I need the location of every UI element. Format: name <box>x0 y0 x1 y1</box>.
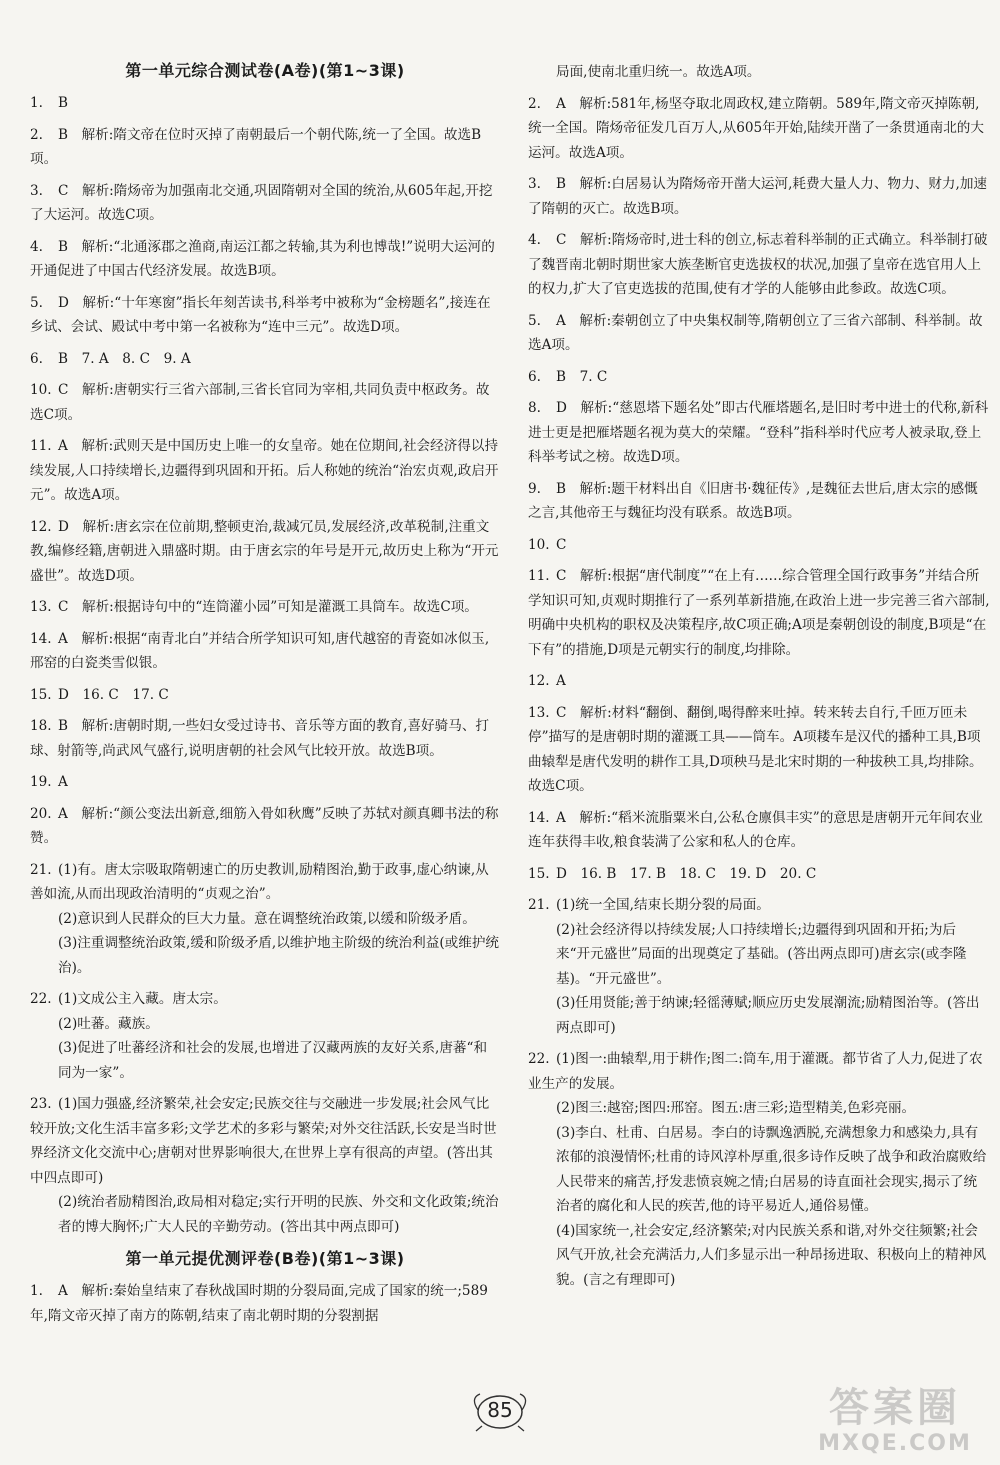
watermark-url: MXQE.COM <box>818 1431 972 1456</box>
section-a-title: 第一单元综合测试卷(A卷)(第1~3课) <box>125 61 405 80</box>
answer-text: A 解析:秦始皇结束了春秋战国时期的分裂局面,完成了国家的统一;589年,隋文帝灭掉了南方的陈朝,结束了南北朝时期的分裂割据 <box>30 1283 488 1324</box>
answer-subpart: (2)统治者励精图治,政局相对稳定;实行开明的民族、外交和文化政策;统治者的博大胸怀;广大人民的辛勤劳动。(答出其中两点即可) <box>58 1194 499 1235</box>
answer-number: 1. <box>30 1283 43 1299</box>
section-b-title: 第一单元提优测评卷(B卷)(第1~3课) <box>125 1249 405 1268</box>
answer-item <box>528 893 990 1040</box>
answer-number: 22. <box>30 991 52 1007</box>
answer-item <box>528 396 990 470</box>
answer-text: C 解析:唐朝实行三省六部制,三省长官同为宰相,共同负责中枢政务。故选C项。 <box>30 382 490 423</box>
answer-item <box>30 179 500 228</box>
answer-subpart: (2)吐蕃。藏族。 <box>58 1015 159 1032</box>
answer-text: A 解析:581年,杨坚夺取北周政权,建立隋朝。589年,隋文帝灭掉陈朝,统一全国。隋炀帝征发几百万人,从605年开始,陆续开凿了一条贯通南北的大运河。故选A项。 <box>528 95 984 161</box>
answer-item <box>528 60 990 85</box>
answer-item <box>30 770 500 795</box>
answer-item <box>30 627 500 676</box>
section-b-answers <box>30 1279 500 1328</box>
answer-item <box>30 1092 500 1239</box>
answer-text: A 解析:秦朝创立了中央集权制等,隋朝创立了三省六部制、科举制。故选A项。 <box>528 312 983 353</box>
answer-number: 2. <box>30 126 43 143</box>
answer-number: 3. <box>528 176 541 192</box>
answer-text: C 解析:隋炀帝时,进士科的创立,标志着科举制的正式确立。科举制打破了魏晋南北朝时期世家大族垄断官吏选拔权的状况,加强了皇帝在选官用人上的权力,扩大了官吏选拔的范围,使有才学的人能够由此参政。故选C项。 <box>528 232 988 297</box>
answer-item <box>30 802 500 851</box>
answer-text: C 解析:根据诗句中的“连筒灌小园”可知是灌溉工具筒车。故选C项。 <box>58 599 478 615</box>
answer-item <box>528 533 990 558</box>
answer-text: D 16. C 17. C <box>58 686 169 703</box>
answer-number: 3. <box>30 182 43 199</box>
answer-text: A <box>556 673 566 689</box>
answer-text: B <box>58 95 68 111</box>
answer-subpart: (3)注重调整统治政策,缓和阶级矛盾,以维护地主阶级的统治利益(或维护统治)。 <box>58 935 500 976</box>
answer-number: 15. <box>30 686 52 703</box>
answer-text: B 解析:隋文帝在位时灭掉了南朝最后一个朝代陈,统一了全国。故选B项。 <box>30 126 482 167</box>
answer-number: 4. <box>528 232 541 248</box>
answer-text: B 解析:题干材料出自《旧唐书·魏征传》,是魏征去世后,唐太宗的感慨之言,其他帝王与魏征均没有联系。故选B项。 <box>528 480 978 521</box>
answer-item <box>528 365 990 390</box>
answer-item <box>30 1279 500 1328</box>
answer-text: A 解析:武则天是中国历史上唯一的女皇帝。她在位期间,社会经济得以持续发展,人口持续增长,边疆得到巩固和开拓。后人称她的统治“治宏贞观,政启开元”。故选A项。 <box>30 438 499 503</box>
answer-item <box>30 378 500 427</box>
answer-number: 12. <box>528 673 550 689</box>
answer-item <box>528 1047 990 1292</box>
section-b-answers-continued <box>528 60 990 1292</box>
answer-number: 10. <box>528 536 550 553</box>
answer-text: B 解析:唐朝时期,一些妇女受过诗书、音乐等方面的教育,喜好骑马、打球、射箭等,尚武风气盛行,说明唐朝的社会风气比较开放。故选B项。 <box>30 718 490 759</box>
answer-text: (1)文成公主入藏。唐太宗。 <box>58 991 227 1007</box>
answer-item <box>528 228 990 302</box>
answer-subpart: (3)李白、杜甫、白居易。李白的诗飘逸洒脱,充满想象力和感染力,具有浓郁的浪漫情怀;杜甫的诗风淳朴厚重,很多诗作反映了战争和政治腐败给人民带来的痛苦,抒发悲愤哀婉之情;白居易的诗直面社会现实,揭示了统治者的腐化和人民的疾苦,他的诗平易近人,通俗易懂。 <box>556 1124 987 1214</box>
answer-subpart: (2)社会经济得以持续发展;人口持续增长;边疆得到巩固和开拓;为后来“开元盛世”局面的出现奠定了基础。(答出两点即可)唐玄宗(或李隆基)。“开元盛世”。 <box>556 921 967 987</box>
answer-item <box>528 92 990 166</box>
answer-number: 22. <box>528 1051 550 1067</box>
watermark <box>800 1385 990 1460</box>
answer-text: B 7. C <box>556 368 608 385</box>
answer-text: A 解析:“颜公变法出新意,细筋入骨如秋鹰”反映了苏轼对颜真卿书法的称赞。 <box>30 805 499 846</box>
answer-number: 6. <box>528 368 541 385</box>
answer-number: 14. <box>528 809 550 826</box>
section-a-answers <box>30 91 500 1239</box>
answer-number: 13. <box>528 704 550 721</box>
answer-item <box>30 123 500 172</box>
answer-subpart: (3)任用贤能;善于纳谏;轻徭薄赋;顺应历史发展潮流;励精图治等。(答出两点即可) <box>556 995 980 1036</box>
page-number-text: 85 <box>487 1398 513 1422</box>
left-column <box>30 58 500 1335</box>
answer-item <box>30 714 500 763</box>
answer-number: 9. <box>528 480 541 497</box>
answer-text: B 7. A 8. C 9. A <box>58 350 191 367</box>
answer-number: 23. <box>30 1096 52 1112</box>
answer-number: 21. <box>30 861 52 878</box>
answer-subpart: (2)意识到人民群众的巨大力量。意在调整统治政策,以缓和阶级矛盾。 <box>58 910 476 927</box>
answer-text: D 解析:唐玄宗在位前期,整顿吏治,裁减冗员,发展经济,改革税制,注重文教,编修经籍,唐朝进入鼎盛时期。由于唐玄宗的年号是开元,故历史上称为“开元盛世”。故选D项。 <box>30 518 499 584</box>
right-column <box>528 60 990 1299</box>
answer-number: 20. <box>30 805 52 822</box>
answer-item <box>528 701 990 799</box>
answer-item <box>30 235 500 284</box>
answer-text: D 16. B 17. B 18. C 19. D 20. C <box>556 865 817 882</box>
answer-item <box>30 347 500 372</box>
answer-number: 12. <box>30 518 52 535</box>
answer-number: 5. <box>528 312 541 329</box>
answer-item <box>528 806 990 855</box>
answer-item <box>30 434 500 508</box>
answer-number: 18. <box>30 718 52 734</box>
answer-text: B 解析:“北通涿郡之渔商,南运江都之转输,其为利也博哉!”说明大运河的开通促进了中国古代经济发展。故选B项。 <box>30 238 495 279</box>
answer-text: C 解析:隋炀帝为加强南北交通,巩固隋朝对全国的统治,从605年起,开挖了大运河。故选C项。 <box>30 182 493 223</box>
answer-item <box>528 172 990 221</box>
answer-number: 19. <box>30 774 52 790</box>
answer-subpart: (3)促进了吐蕃经济和社会的发展,也增进了汉藏两族的友好关系,唐蕃“和同为一家”。 <box>58 1040 488 1081</box>
answer-text: B 解析:白居易认为隋炀帝开凿大运河,耗费大量人力、物力、财力,加速了隋朝的灭亡。故选B项。 <box>528 176 988 217</box>
answer-text: A 解析:“稻米流脂粟米白,公私仓廪俱丰实”的意思是唐朝开元年间农业连年获得丰收,粮食装满了公家和私人的仓库。 <box>528 809 983 850</box>
answer-number: 13. <box>30 599 52 615</box>
answer-item <box>30 291 500 340</box>
answer-item <box>30 595 500 620</box>
answer-item <box>30 515 500 589</box>
answer-number: 14. <box>30 630 52 647</box>
answer-text: D 解析:“十年寒窗”指长年刻苦读书,科举考中被称为“金榜题名”,接连在乡试、会试、殿试中考中第一名被称为“连中三元”。故选D项。 <box>30 294 491 335</box>
answer-text: C 解析:根据“唐代制度”“在上有……综合管理全国行政事务”并结合所学知识可知,贞观时期推行了一系列革新措施,在政治上进一步完善三省六部制,明确中央机构的职权及决策程序,故C项正确;A项是秦朝创设的制度,B项是“在下有”的措施,D项是元朝实行的制度,均排除。 <box>528 568 990 658</box>
answer-text: (1)图一:曲辕犁,用于耕作;图二:筒车,用于灌溉。都节省了人力,促进了农业生产的发展。 <box>528 1051 983 1092</box>
answer-number: 21. <box>528 897 550 913</box>
answer-subpart: (2)图三:越窑;图四:邢窑。图五:唐三彩;造型精美,色彩亮丽。 <box>556 1100 916 1116</box>
answer-text: C <box>556 536 567 553</box>
answer-item <box>30 91 500 116</box>
answer-text: (1)有。唐太宗吸取隋朝速亡的历史教训,励精图治,勤于政事,虚心纳谏,从善如流,从而出现政治清明的“贞观之治”。 <box>30 861 489 902</box>
answer-item <box>30 987 500 1085</box>
answer-text: (1)统一全国,结束长期分裂的局面。 <box>556 897 770 913</box>
answer-item <box>528 669 990 694</box>
answer-number: 5. <box>30 294 43 311</box>
answer-number: 1. <box>30 95 43 111</box>
answer-text: 局面,使南北重归统一。故选A项。 <box>556 64 761 80</box>
answer-text: A 解析:根据“南青北白”并结合所学知识可知,唐代越窑的青瓷如冰似玉,邢窑的白瓷类雪似银。 <box>30 630 490 671</box>
answer-subpart: (4)国家统一,社会安定,经济繁荣;对内民族关系和谐,对外交往频繁;社会风气开放,社会充满活力,人们多显示出一种昂扬进取、积极向上的精神风貌。(言之有理即可) <box>556 1222 987 1288</box>
answer-item <box>30 683 500 708</box>
answer-text: A <box>58 774 68 790</box>
answer-item <box>528 477 990 526</box>
answer-number: 8. <box>528 400 541 416</box>
answer-item <box>528 309 990 358</box>
answer-number: 11. <box>30 438 52 454</box>
answer-number: 4. <box>30 238 43 255</box>
answer-number: 10. <box>30 382 52 398</box>
answer-text: D 解析:“慈恩塔下题名处”即古代雁塔题名,是旧时考中进士的代称,新科进士更是把雁塔题名视为莫大的荣耀。“登科”指科举时代应考人被录取,登上科举考试之榜。故选D项。 <box>528 400 989 465</box>
answer-item <box>30 858 500 981</box>
answer-item <box>528 564 990 662</box>
watermark-logo: 答案圈 <box>829 1385 961 1431</box>
answer-number: 2. <box>528 95 541 112</box>
answer-number: 6. <box>30 350 43 367</box>
answer-text: (1)国力强盛,经济繁荣,社会安定;民族交往与交融进一步发展;社会风气比较开放;文化生活丰富多彩;文学艺术的多彩与繁荣;对外交往活跃,长安是当时世界经济文化交流中心;唐朝对世界影响很大,在世界上享有很高的声望。(答出其中四点即可) <box>30 1096 497 1186</box>
answer-number: 11. <box>528 568 550 584</box>
answer-text: C 解析:材料“翻倒、翻倒,喝得醉来吐掉。转来转去自行,千匝万匝未停”描写的是唐朝时期的灌溉工具——筒车。A项耧车是汉代的播种工具,B项曲辕犁是唐代发明的耕作工具,D项秧马是北宋时期的一种拔秧工具,均排除。故选C项。 <box>528 704 983 794</box>
answer-number: 15. <box>528 865 550 882</box>
answer-item <box>528 862 990 887</box>
page-number <box>460 1388 540 1432</box>
